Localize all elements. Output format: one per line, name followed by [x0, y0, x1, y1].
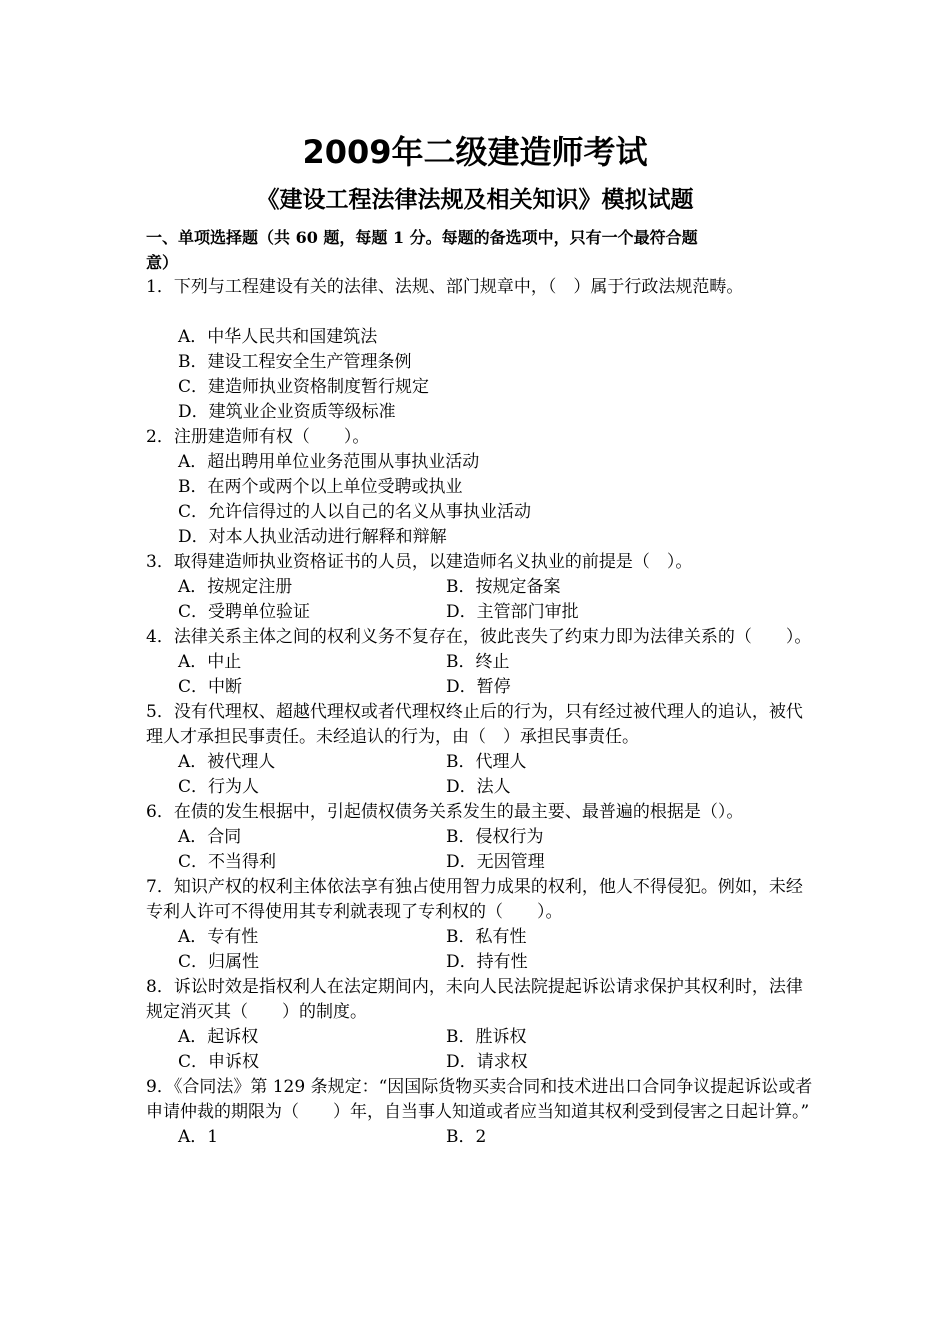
option-d: D．法人 [446, 777, 511, 797]
option-list [178, 450, 818, 550]
option-d: D．请求权 [446, 1052, 528, 1072]
option-b: B．建设工程安全生产管理条例 [178, 352, 412, 372]
section-heading [146, 225, 806, 275]
option-d: D．主管部门审批 [446, 602, 579, 622]
option-row [178, 850, 818, 875]
question-2 [146, 425, 818, 550]
option-row [178, 775, 818, 800]
option-d: D．对本人执业活动进行解释和辩解 [178, 527, 447, 547]
option-b: B．胜诉权 [446, 1027, 527, 1047]
option-a: A．被代理人 [178, 752, 276, 772]
question-4 [146, 625, 818, 700]
option-c: C．申诉权 [178, 1052, 260, 1072]
option-list [178, 925, 818, 975]
option-b: B．侵权行为 [446, 827, 544, 847]
section-heading-line: 意） [146, 253, 179, 272]
option-row [178, 650, 818, 675]
option-c: C．行为人 [178, 777, 260, 797]
section-heading-line: 一、单项选择题（共 60 题，每题 1 分。每题的备选项中，只有一个最符合题 [146, 228, 698, 247]
question-stem: 2．注册建造师有权（ ）。 [146, 427, 370, 447]
option-a: A．起诉权 [178, 1027, 259, 1047]
question-8 [146, 975, 818, 1075]
option-list [178, 1025, 818, 1075]
question-stem: 7．知识产权的权利主体依法享有独占使用智力成果的权利，他人不得侵犯。例如，未经专利人许可不得使用其专利就表现了专利权的（ ）。 [146, 877, 803, 922]
question-stem: 1．下列与工程建设有关的法律、法规、部门规章中，（ ）属于行政法规范畴。 [146, 277, 744, 297]
option-a: A．中止 [178, 652, 242, 672]
option-d: D．持有性 [446, 952, 528, 972]
option-row [178, 1050, 818, 1075]
option-a: A．合同 [178, 827, 242, 847]
option-a: A．中华人民共和国建筑法 [178, 327, 378, 347]
option-list [178, 650, 818, 700]
option-row [178, 925, 818, 950]
question-5 [146, 700, 818, 800]
question-stem: 9．《合同法》第 129 条规定：“因国际货物买卖合同和技术进出口合同争议提起诉讼或者申请仲裁的期限为（ ）年，自当事人知道或者应当知道其权利受到侵害之日起计算。” [146, 1077, 813, 1122]
option-row [178, 950, 818, 975]
question-1 [146, 275, 818, 425]
option-d: D．无因管理 [446, 852, 545, 872]
option-row [178, 750, 818, 775]
option-d: D．建筑业企业资质等级标准 [178, 402, 396, 422]
question-stem: 5．没有代理权、超越代理权或者代理权终止后的行为，只有经过被代理人的追认，被代理人才承担民事责任。未经追认的行为，由（ ）承担民事责任。 [146, 702, 803, 747]
question-stem: 3．取得建造师执业资格证书的人员，以建造师名义执业的前提是（ ）。 [146, 552, 693, 572]
option-row [178, 600, 818, 625]
question-stem: 8．诉讼时效是指权利人在法定期间内，未向人民法院提起诉讼请求保护其权利时，法律规定消灭其（ ）的制度。 [146, 977, 803, 1022]
option-a: A．超出聘用单位业务范围从事执业活动 [178, 452, 480, 472]
option-a: A．1 [178, 1127, 219, 1147]
option-row [178, 1025, 818, 1050]
option-b: B．在两个或两个以上单位受聘或执业 [178, 477, 463, 497]
option-a: A．专有性 [178, 927, 259, 947]
document-subtitle: 《建设工程法律法规及相关知识》模拟试题 [256, 186, 694, 213]
option-b: B．私有性 [446, 927, 527, 947]
option-b: B．终止 [446, 652, 510, 672]
option-c: C．归属性 [178, 952, 260, 972]
option-row [178, 1125, 818, 1150]
option-list [178, 575, 818, 625]
option-b: B．代理人 [446, 752, 527, 772]
option-list [178, 1125, 818, 1150]
option-c: C．受聘单位验证 [178, 602, 311, 622]
option-row [178, 675, 818, 700]
option-row [178, 575, 818, 600]
question-stem: 6．在债的发生根据中，引起债权债务关系发生的最主要、最普遍的根据是（）。 [146, 802, 744, 822]
option-b: B．2 [446, 1127, 487, 1147]
document-title: 2009年二级建造师考试 [302, 133, 648, 171]
option-c: C．不当得利 [178, 852, 277, 872]
spacer [146, 300, 818, 325]
question-3 [146, 550, 818, 625]
question-9 [146, 1075, 818, 1150]
option-a: A．按规定注册 [178, 577, 293, 597]
question-7 [146, 875, 818, 975]
option-list [178, 325, 818, 425]
option-c: C．中断 [178, 677, 243, 697]
option-d: D．暂停 [446, 677, 511, 697]
question-list [146, 275, 818, 1150]
question-6 [146, 800, 818, 875]
option-list [178, 750, 818, 800]
question-stem: 4．法律关系主体之间的权利义务不复存在，彼此丧失了约束力即为法律关系的（ ）。 [146, 627, 812, 647]
option-c: C．允许信得过的人以自己的名义从事执业活动 [178, 502, 532, 522]
option-row [178, 825, 818, 850]
option-b: B．按规定备案 [446, 577, 561, 597]
option-list [178, 825, 818, 875]
option-c: C．建造师执业资格制度暂行规定 [178, 377, 430, 397]
